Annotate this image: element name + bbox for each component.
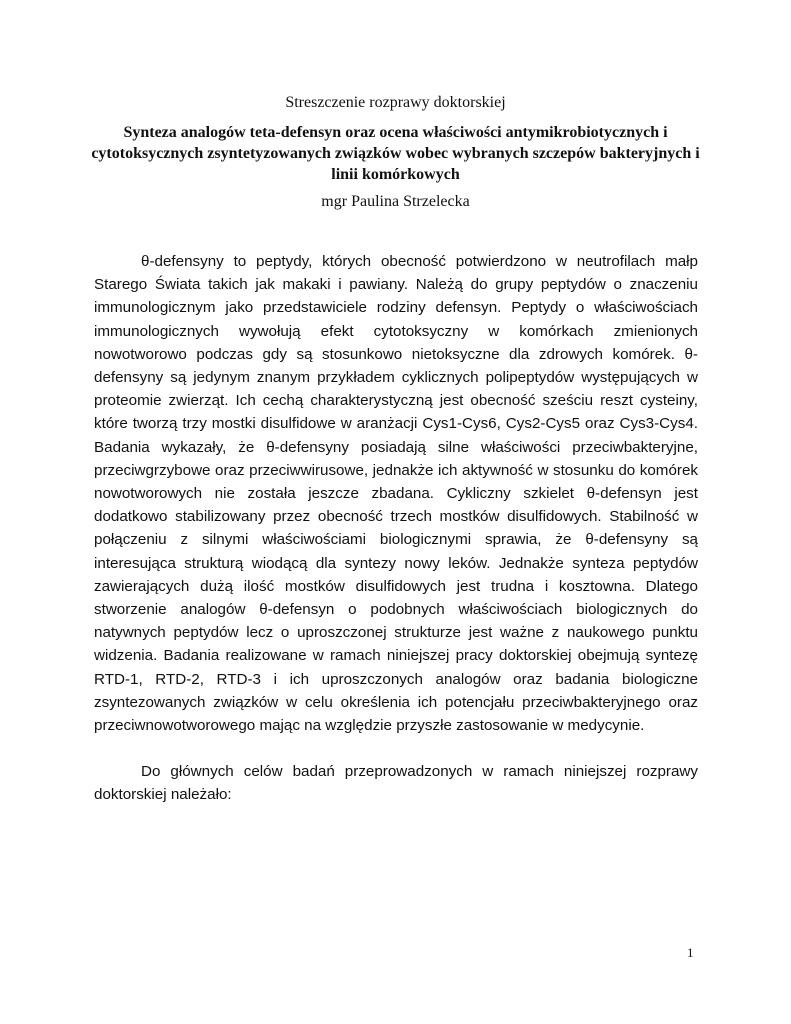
author-name: mgr Paulina Strzelecka	[321, 193, 470, 210]
document-subtitle: Streszczenie rozprawy doktorskiej	[285, 94, 506, 111]
page-number: 1	[687, 945, 694, 960]
body-paragraph-intro: θ-defensyny to peptydy, których obecność potwierdzono w neutrofilach małp Starego Świata takich jak makaki i pawiany. Należą do grupy peptydów o znaczeniu immunologicznym jako przedstawiciele rodziny defensyn. Peptydy o właściwościach immunologicznych wywołują efekt cytotoksyczny w komórkach zmienionych nowotworowo podczas gdy są stosunkowo nietoksyczne dla zdrowych komórek. θ-defensyny są jedynym znanym przykładem cyklicznych polipeptydów występujących w proteomie zwierząt. Ich cechą charakterystyczną jest obecność sześciu reszt cysteiny, które tworzą trzy mostki disulfidowe w aranżacji Cys1-Cys6, Cys2-Cys5 oraz Cys3-Cys4. Badania wykazały, że θ-defensyny posiadają silne właściwości przeciwbakteryjne, przeciwgrzybowe oraz przeciwwirusowe, jednakże ich aktywność w stosunku do komórek nowotworowych nie została jeszcze zbadana. Cykliczny szkielet θ-defensyn jest dodatkowo stabilizowany przez obecność trzech mostków disulfidowych. Stabilność w połączeniu z silnymi właściwościami biologicznymi sprawia, że θ-defensyny są interesująca strukturą wiodącą dla syntezy nowy leków. Jednakże synteza peptydów zawierających dużą ilość mostków disulfidowych jest trudna i kosztowna. Dlatego stworzenie analogów θ-defensyn o podobnych właściwościach biologicznych do natywnych peptydów lecz o uproszczonej strukturze jest ważne z naukowego punktu widzenia. Badania realizowane w ramach niniejszej pracy doktorskiej obejmują syntezę RTD-1, RTD-2, RTD-3 i ich uproszczonych analogów oraz badania biologiczne zsyntezowanych związków w celu określenia ich potencjału przeciwbakteryjnego oraz przeciwnowotworowego mając na względzie przyszłe zastosowanie w medycynie.	[94, 253, 698, 735]
body-paragraph-goals: Do głównych celów badań przeprowadzonych w ramach niniejszej rozprawy doktorskiej należało:	[94, 763, 698, 804]
document-title: Synteza analogów teta-defensyn oraz ocena właściwości antymikrobiotycznych i cytotoksycznych zsyntetyzowanych związków wobec wybranych szczepów bakteryjnych i linii komórkowych	[91, 124, 700, 183]
document-header	[90, 93, 701, 223]
document-body	[94, 250, 698, 807]
